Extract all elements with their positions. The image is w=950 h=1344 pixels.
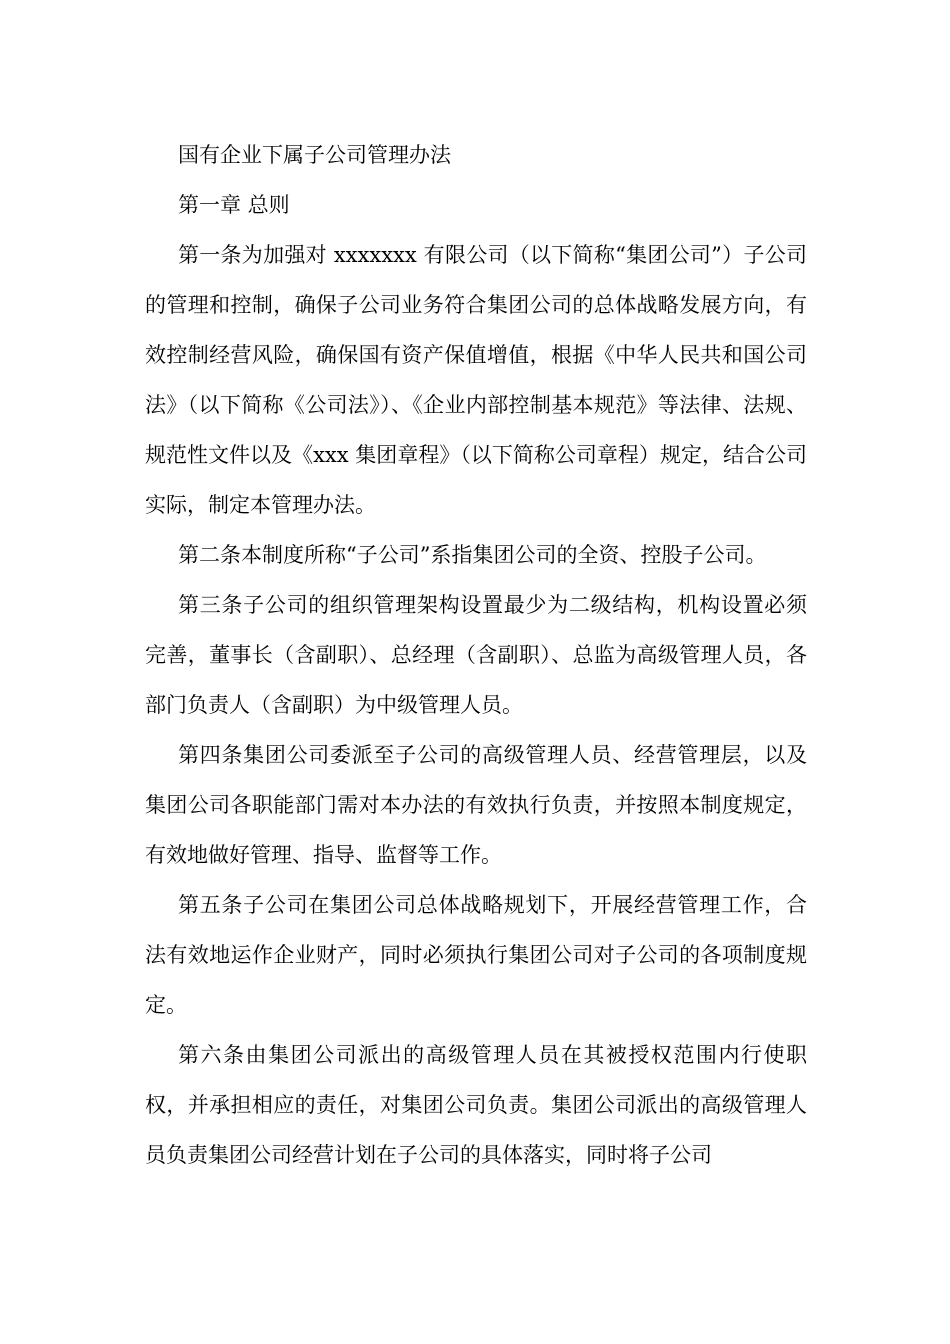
document-body — [145, 130, 807, 1180]
article-2: 第二条本制度所称“子公司”系指集团公司的全资、控股子公司。 — [178, 543, 767, 567]
article-4: 第四条集团公司委派至子公司的高级管理人员、经营管理层，以及集团公司各职能部门需对本办法的有效执行负责，并按照本制度规定，有效地做好管理、指导、监督等工作。 — [145, 743, 807, 867]
document-title: 国有企业下属子公司管理办法 — [178, 143, 451, 167]
article-3: 第三条子公司的组织管理架构设置最少为二级结构，机构设置必须完善，董事长（含副职）、总经理（含副职）、总监为高级管理人员，各部门负责人（含副职）为中级管理人员。 — [145, 593, 807, 717]
article-1: 第一条为加强对 xxxxxxx 有限公司（以下简称“集团公司”）子公司的管理和控制，确保子公司业务符合集团公司的总体战略发展方向，有效控制经营风险，确保国有资产保值增值，根据《中华人民共和国公司法》（以下简称《公司法》）、《企业内部控制基本规范》等法律、法规、规范性文件以及《xxx 集团章程》（以下简称公司章程）规定，结合公司实际，制定本管理办法。 — [145, 243, 807, 517]
article-5: 第五条子公司在集团公司总体战略规划下，开展经营管理工作，合法有效地运作企业财产，同时必须执行集团公司对子公司的各项制度规定。 — [145, 893, 807, 1017]
article-6: 第六条由集团公司派出的高级管理人员在其被授权范围内行使职权，并承担相应的责任，对集团公司负责。集团公司派出的高级管理人员负责集团公司经营计划在子公司的具体落实，同时将子公司 — [145, 1043, 807, 1167]
chapter-heading: 第一章 总则 — [178, 193, 290, 217]
